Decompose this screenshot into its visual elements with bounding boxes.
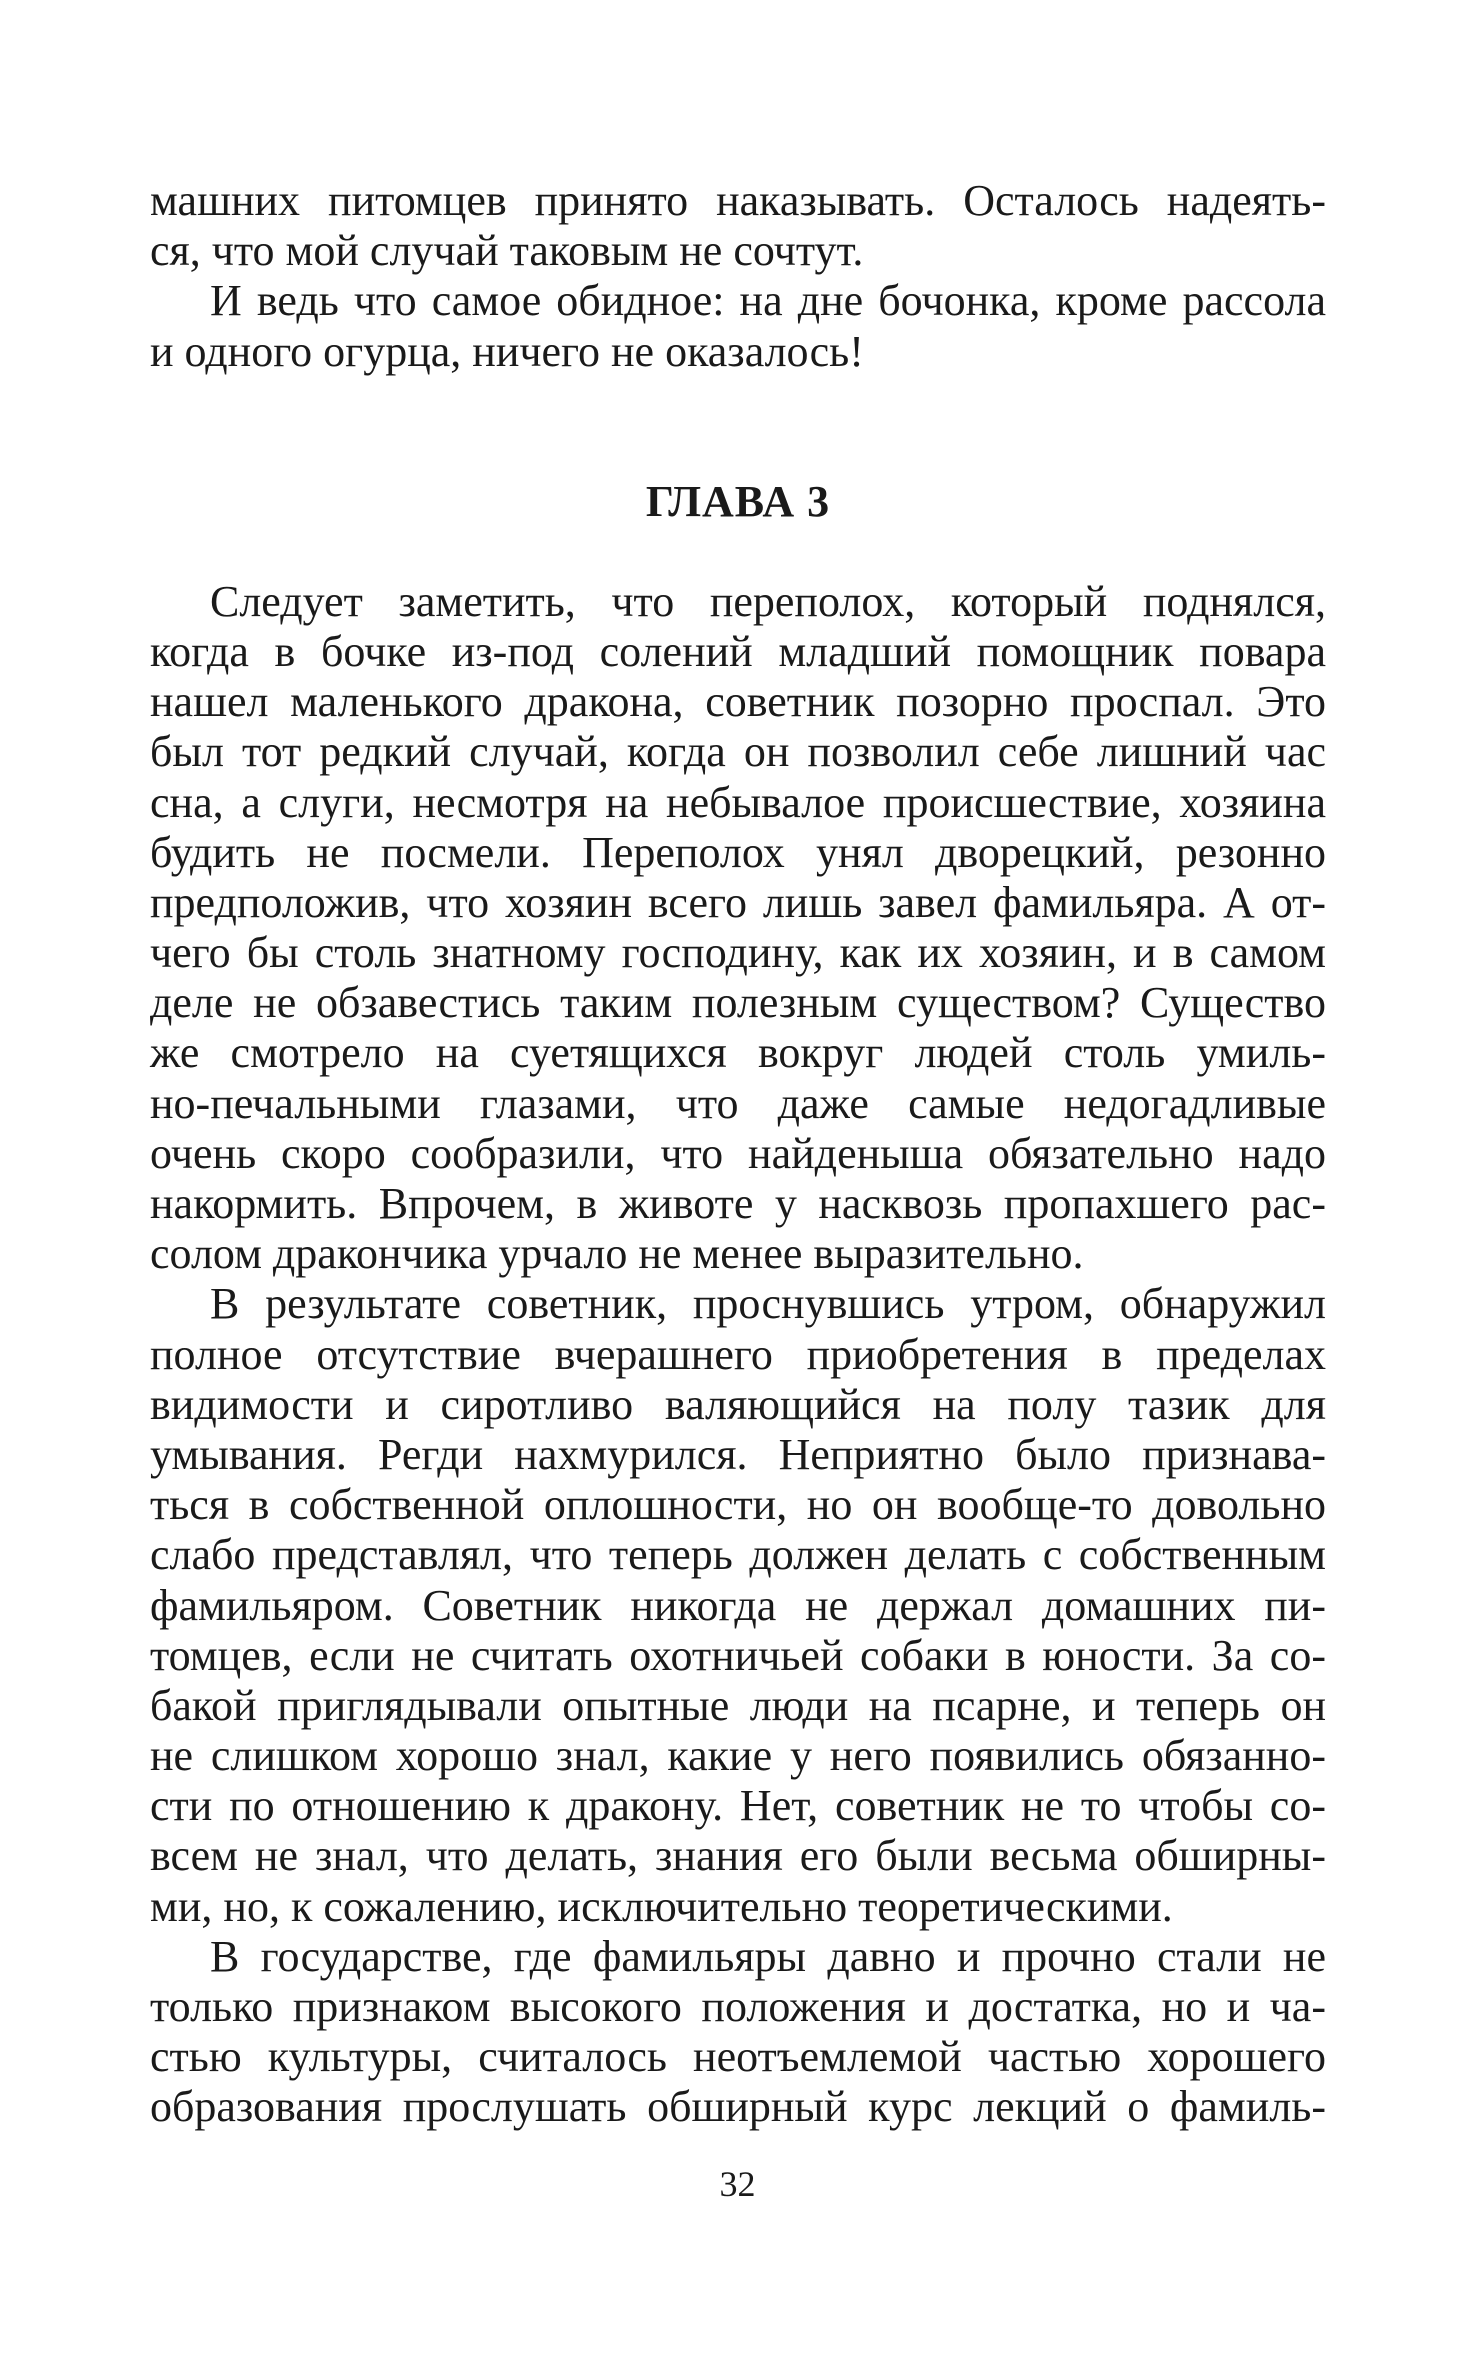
text-line: нашел маленького дракона, советник позорно проспал. Это xyxy=(150,677,1326,727)
text-line: очень скоро сообразили, что найденыша обязательно надо xyxy=(150,1128,1326,1178)
text-line: не слишком хорошо знал, какие у него появились обязанно- xyxy=(150,1731,1326,1781)
text-line: предположив, что хозяин всего лишь завел фамильяра. А от- xyxy=(150,877,1326,927)
text-line: был тот редкий случай, когда он позволил себе лишний час xyxy=(150,727,1326,777)
text-line: бакой приглядывали опытные люди на псарне, и теперь он xyxy=(150,1680,1326,1730)
text-line: накормить. Впрочем, в животе у насквозь пропахшего рас- xyxy=(150,1179,1326,1228)
text-line: стью культуры, считалось неотъемлемой частью хорошего xyxy=(150,2032,1326,2082)
text-line: солом дракончика урчало не менее выразительно. xyxy=(150,1229,1084,1279)
paragraph xyxy=(150,1279,1326,1931)
text-line: В результате советник, проснувшись утром, обнаружил xyxy=(210,1279,1326,1329)
chapter-title: ГЛАВА 3 xyxy=(645,476,831,526)
text-line: В государстве, где фамильяры давно и прочно стали не xyxy=(210,1931,1326,1981)
text-line: фамильяром. Советник никогда не держал домашних пи- xyxy=(150,1580,1326,1630)
text-line: деле не обзавестись таким полезным существом? Существо xyxy=(150,978,1326,1028)
text-line: умывания. Регди нахмурился. Неприятно было признава- xyxy=(150,1429,1326,1479)
text-line: ми, но, к сожалению, исключительно теоретическими. xyxy=(150,1881,1173,1931)
text-line: образования прослушать обширный курс лекций о фамиль- xyxy=(150,2082,1326,2132)
text-line: же смотрело на суетящихся вокруг людей столь умиль- xyxy=(150,1028,1326,1078)
paragraph xyxy=(150,1932,1326,2133)
text-line: И ведь что самое обидное: на дне бочонка, кроме рассола xyxy=(210,276,1326,326)
text-line: видимости и сиротливо валяющийся на полу тазик для xyxy=(150,1379,1326,1429)
page-number: 32 xyxy=(719,2164,756,2204)
text-line: сти по отношению к дракону. Нет, советник не то чтобы со- xyxy=(150,1781,1326,1831)
text-line: только признаком высокого положения и достатка, но и ча- xyxy=(150,1982,1326,2031)
text-line: и одного огурца, ничего не оказалось! xyxy=(150,326,864,376)
text-line: ся, что мой случай таковым не сочтут. xyxy=(150,226,864,276)
text-line: сна, а слуги, несмотря на небывалое происшествие, хозяина xyxy=(150,777,1326,827)
text-line: полное отсутствие вчерашнего приобретения в пределах xyxy=(150,1329,1326,1379)
text-line: томцев, если не считать охотничьей собаки в юности. За со- xyxy=(150,1630,1326,1680)
text-line: всем не знал, что делать, знания его были весьма обширны- xyxy=(150,1831,1326,1881)
paragraph xyxy=(150,577,1326,1280)
text-line: машних питомцев принято наказывать. Осталось надеять- xyxy=(150,176,1326,225)
page-body xyxy=(150,176,1326,2133)
text-line: чего бы столь знатному господину, как их хозяин, и в самом xyxy=(150,928,1326,978)
text-line: ться в собственной оплошности, но он вообще-то довольно xyxy=(150,1480,1326,1530)
text-line: но-печальными глазами, что даже самые недогадливые xyxy=(150,1078,1326,1128)
text-line: слабо представлял, что теперь должен делать с собственным xyxy=(150,1530,1326,1580)
text-line: будить не посмели. Переполох унял дворецкий, резонно xyxy=(150,827,1326,877)
text-line: Следует заметить, что переполох, который поднялся, xyxy=(210,576,1326,626)
text-line: когда в бочке из-под солений младший помощник повара xyxy=(150,626,1326,676)
intro-text xyxy=(150,176,1326,377)
